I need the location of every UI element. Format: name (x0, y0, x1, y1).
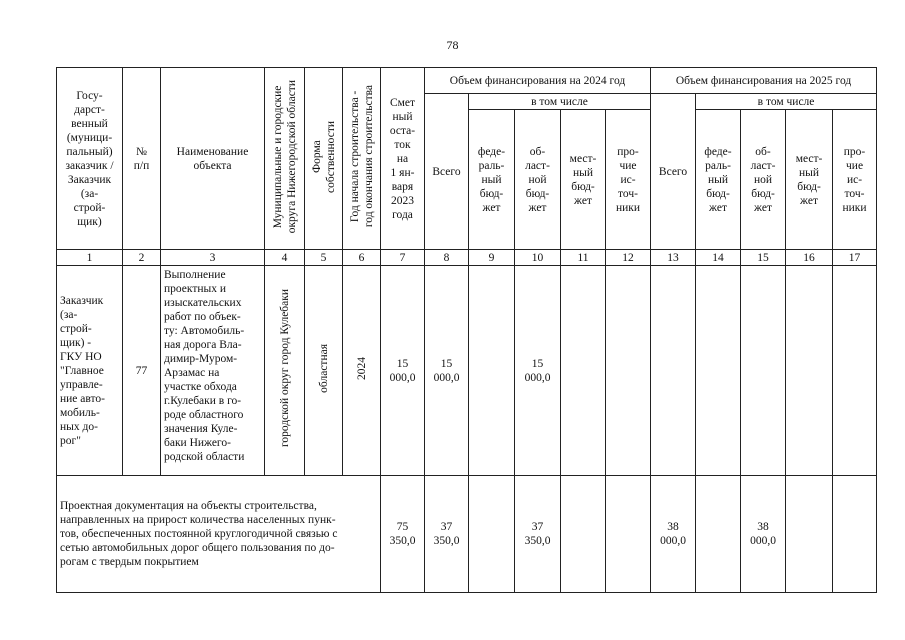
header-fin-2025: Объем финансирования на 2025 год (651, 68, 877, 94)
header-fin-2024: Объем финансирования на 2024 год (425, 68, 651, 94)
col-number: 12 (606, 250, 651, 266)
col-number: 7 (381, 250, 425, 266)
header-regional-2025: об- ласт- ной бюд- жет (741, 110, 786, 250)
summary-federal-2024 (469, 476, 515, 593)
summary-estimate: 75 350,0 (381, 476, 425, 593)
row-regional-2025 (741, 266, 786, 476)
summary-other-2024 (606, 476, 651, 593)
header-local-2024: мест- ный бюд- жет (561, 110, 606, 250)
col-number: 14 (696, 250, 741, 266)
header-years: Год начала строительства - год окончания строительства (343, 68, 381, 250)
header-federal-2024: феде- раль- ный бюд- жет (469, 110, 515, 250)
col-number: 13 (651, 250, 696, 266)
col-number: 10 (515, 250, 561, 266)
row-total-2024: 15 000,0 (425, 266, 469, 476)
col-number: 11 (561, 250, 606, 266)
row-local-2024 (561, 266, 606, 476)
row-other-2025 (833, 266, 877, 476)
col-number: 5 (305, 250, 343, 266)
summary-federal-2025 (696, 476, 741, 593)
header-estimate: Смет ный оста- ток на 1 ян- варя 2023 года (381, 68, 425, 250)
col-number: 17 (833, 250, 877, 266)
header-other-2024: про- чие ис- точ- ники (606, 110, 651, 250)
col-number: 6 (343, 250, 381, 266)
row-object-name: Выполнение проектных и изыскательских работ по объек- ту: Автомобиль- ная дорога Вла- димир-Муром- Арзамас на участке обхода г.Кулебаки в го- роде областного значения Куле- баки Нижего- родской области (161, 266, 265, 476)
col-number: 9 (469, 250, 515, 266)
page-number: 78 (446, 38, 459, 52)
summary-regional-2025: 38 000,0 (741, 476, 786, 593)
header-num: № п/п (123, 68, 161, 250)
row-ownership: областная (305, 266, 343, 476)
header-regional-2024: об- ласт- ной бюд- жет (515, 110, 561, 250)
header-municipality: Муниципальные и городские округа Нижегородской области (265, 68, 305, 250)
financing-table (56, 67, 877, 593)
header-local-2025: мест- ный бюд- жет (786, 110, 833, 250)
summary-total-2024: 37 350,0 (425, 476, 469, 593)
summary-other-2025 (833, 476, 877, 593)
table-row (57, 266, 877, 476)
header-ownership: Форма собственности (305, 68, 343, 250)
summary-text: Проектная документация на объекты строительства, направленных на прирост количества населенных пунк- тов, обеспеченных постоянной круглогодичной связью с сетью автомобильных дорог общего пользования по до- рогам с твердым покрытием (57, 476, 381, 593)
col-number: 3 (161, 250, 265, 266)
row-municipality: городской округ город Кулебаки (265, 266, 305, 476)
col-number: 16 (786, 250, 833, 266)
row-num: 77 (123, 266, 161, 476)
col-number: 4 (265, 250, 305, 266)
header-federal-2025: феде- раль- ный бюд- жет (696, 110, 741, 250)
row-estimate: 15 000,0 (381, 266, 425, 476)
row-regional-2024: 15 000,0 (515, 266, 561, 476)
summary-local-2024 (561, 476, 606, 593)
row-total-2025 (651, 266, 696, 476)
summary-regional-2024: 37 350,0 (515, 476, 561, 593)
summary-total-2025: 38 000,0 (651, 476, 696, 593)
header-including-2024: в том числе (469, 94, 651, 110)
col-number: 2 (123, 250, 161, 266)
row-local-2025 (786, 266, 833, 476)
row-other-2024 (606, 266, 651, 476)
summary-local-2025 (786, 476, 833, 593)
col-number: 1 (57, 250, 123, 266)
column-numbers-row (57, 250, 877, 266)
header-object-name: Наименование объекта (161, 68, 265, 250)
header-customer: Госу- дарст- венный (муници- пальный) заказчик / Заказчик (за- строй- щик) (57, 68, 123, 250)
row-customer: Заказчик (за- строй- щик) - ГКУ НО "Главное управле- ние авто- мобиль- ных до- рог" (57, 266, 123, 476)
header-total-2024: Всего (425, 94, 469, 250)
col-number: 15 (741, 250, 786, 266)
summary-row (57, 476, 877, 593)
row-years: 2024 (343, 266, 381, 476)
header-other-2025: про- чие ис- точ- ники (833, 110, 877, 250)
col-number: 8 (425, 250, 469, 266)
header-total-2025: Всего (651, 94, 696, 250)
row-federal-2024 (469, 266, 515, 476)
row-federal-2025 (696, 266, 741, 476)
header-including-2025: в том числе (696, 94, 877, 110)
